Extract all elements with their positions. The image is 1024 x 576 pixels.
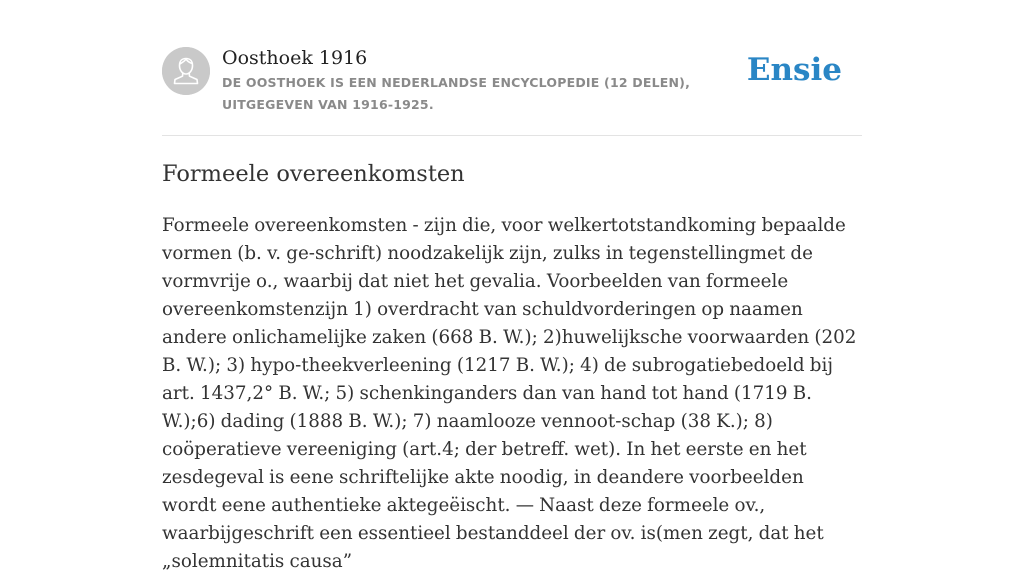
user-icon <box>162 47 210 95</box>
source-description: DE OOSTHOEK IS EEN NEDERLANDSE ENCYCLOPEDIE (12 DELEN), UITGEGEVEN VAN 1916-1925. <box>222 75 691 112</box>
source-avatar[interactable] <box>162 47 210 95</box>
source-header <box>162 46 862 116</box>
article-body: Formeele overeenkomsten - zijn die, voor welkertotstandkoming bepaalde vormen (b. v. ge-schrift) noodzakelijk zijn, zulks in tegenstellingmet de vormvrije o., waarbij dat niet het gevalia. Voorbeelden van formeele overeenkomstenzijn 1) overdracht van schuldvorderingen op naamen andere onlichamelijke zaken (668 B. W.); 2)huwelijksche voorwaarden (202 B. W.); 3) hypo-theekverleening (1217 B. W.); 4) de subrogatiebedoeld bij art. 1437,2° B. W.; 5) schenkinganders dan van hand tot hand (1719 B. W.);6) dading (1888 B. W.); 7) naamlooze vennoot-schap (38 K.); 8) coöperatieve vereeniging (art.4; der betreff. wet). In het eerste en het zesdegeval is eene schriftelijke akte noodig, in deandere voorbeelden wordt eene authentieke aktegeëischt. — Naast deze formeele ov., waarbijgeschrift een essentieel bestanddeel der ov. is(men zegt, dat het „solemnitatis causa” <box>162 215 857 572</box>
article-title: Formeele overeenkomsten <box>162 161 465 187</box>
divider <box>162 135 862 136</box>
source-title[interactable]: Oosthoek 1916 <box>222 47 368 69</box>
brand-logo[interactable]: Ensie <box>746 52 842 88</box>
